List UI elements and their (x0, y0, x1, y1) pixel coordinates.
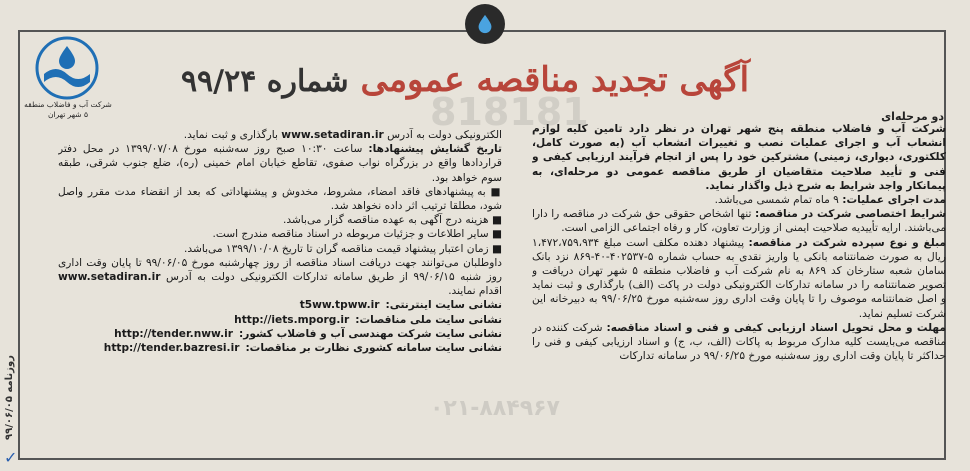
intro-text: شرکت آب و فاضلاب منطقه پنج شهر تهران در نظر دارد تامین کلیه لوازم انشعاب آب و اجرای عملیات نصب و تغییرات انشعاب آب (به صورت کامل، کلکتوری، دیواری، زمینی) مشترکین خود را پس از انجام فرآیند ارزیابی کیفی و فنی و تأیید صلاحیت متقاضیان از طریق مناقصه عمومی دو مرحله‌ای، به پیمانکار واجد شرایط به شرح ذیل واگذار نماید. (532, 123, 946, 192)
bullet-4-text: زمان اعتبار پیشنهاد قیمت مناقصه گران تا تاریخ ۱۳۹۹/۱۰/۰۸ می‌باشد. (184, 242, 489, 255)
site-label-2: نشانی سایت ملی مناقصات: (355, 313, 502, 326)
ad-title-main: آگهی تجدید مناقصه عمومی (360, 60, 750, 100)
bullet-1-text: به پیشنهادهای فاقد امضاء، مشروط، مخدوش و پیشنهاداتی که بعد از انقضاء مدت مقرر واصل شود، مطلقا ترتیب اثر داده نخواهد شد. (58, 185, 502, 213)
conditions-paragraph (532, 207, 946, 235)
bullet-3-text: سایر اطلاعات و جزئیات مربوطه در اسناد مناقصه مندرج است. (212, 228, 489, 241)
bullet-4: ■ زمان اعتبار پیشنهاد قیمت مناقصه گران تا تاریخ ۱۳۹۹/۱۰/۰۸ می‌باشد. (184, 242, 502, 255)
guarantee-text: پیشنهاد دهنده مکلف است مبلغ ۱،۴۷۲،۷۵۹،۹۳۴ ریال به صورت ضمانتنامه بانکی یا واریز نقدی به حساب شماره ۵-۴۰۲۵۳۷-۴۰-۸۶۹ نزد بانک سامان شعبه ستارخان کد ۸۶۹ به نام شرکت آب و فاضلاب منطقه ۵ شهر تهران دریافت و تصویر ضمانتنامه را در سامانه تدارکات الکترونیکی دولت در پاکت (الف) بارگذاری و ثبت نماید و اصل ضمانتنامه موصوف را تا پایان وقت اداری روز سه‌شنبه مورخ ۹۹/۰۶/۲۵ به دبیرخانه این شرکت تسلیم نماید. (532, 236, 946, 320)
watermark-number: 818181 (430, 90, 589, 134)
bullet-1: ■ به پیشنهادهای فاقد امضاء، مشروط، مخدوش و پیشنهاداتی که بعد از انقضاء مدت مقرر واصل شود، مطلقا ترتیب اثر داده نخواهد شد. (58, 185, 502, 213)
site-url-2[interactable]: http://iets.mporg.ir (234, 313, 350, 326)
deadline-label: مهلت و محل تحویل اسناد ارزیابی کیفی و فنی و اسناد مناقصه: (606, 321, 946, 334)
ad-title (170, 60, 760, 100)
bullet-2: ■ هزینه درج آگهی به عهده مناقصه گزار می‌باشد. (283, 214, 502, 227)
conditions-text: تنها اشخاص حقوقی حق شرکت در مناقصه را دارا می‌باشند. ارایه تأییدیه صلاحیت ایمنی از وزارت تعاون، کار و رفاه اجتماعی الزامی است. (532, 208, 946, 235)
intro-paragraph (532, 122, 946, 193)
watermark-phone: ۰۲۱-۸۸۴۹۶۷ (430, 396, 560, 421)
documents-paragraph (58, 256, 502, 299)
site-row-2 (58, 313, 502, 327)
site-url-3[interactable]: http://tender.nww.ir (114, 327, 234, 340)
site-label-3: نشانی سایت شرکت مهندسی آب و فاضلاب کشور: (239, 327, 502, 340)
left-text-column (58, 128, 502, 438)
site-label-1: نشانی سایت اینترنتی: (385, 299, 502, 312)
site-row-1 (58, 298, 502, 312)
opening-paragraph (58, 142, 502, 185)
ad-title-number: شماره ۹۹/۲۴ (180, 64, 349, 99)
side-date-strip (2, 180, 18, 450)
conditions-label: شرایط اختصاصی شرکت در مناقصه: (754, 208, 946, 221)
right-text-column (532, 122, 946, 452)
guarantee-paragraph (532, 236, 946, 321)
site-label-4: نشانی سایت سامانه کشوری نظارت بر مناقصات: (245, 342, 502, 355)
logo-caption: شرکت آب و فاضلاب منطقه ۵ شهر تهران (24, 100, 112, 119)
site-row-4 (58, 341, 502, 355)
duration-label: مدت اجرای عملیات: (842, 194, 946, 207)
opening-text: ساعت ۱۰:۳۰ صبح روز سه‌شنبه مورخ ۱۳۹۹/۰۷/۰۸ در محل دفتر قراردادها واقع در بزرگراه نواب صفوی، تقاطع خیابان امام خمینی (ره)، ضلع جنوب شرقی، طبقه سوم خواهد بود. (58, 143, 502, 184)
deadline-paragraph (532, 321, 946, 364)
site-url-1[interactable]: t5ww.tpww.ir (299, 299, 380, 312)
duration-paragraph (532, 193, 946, 207)
site-url-4[interactable]: http://tender.bazresi.ir (103, 342, 240, 355)
tender-type-tag: دو مرحله‌ای (881, 110, 944, 123)
documents-text: داوطلبان می‌توانند جهت دریافت اسناد مناقصه از روز چهارشنبه مورخ ۹۹/۰۶/۰۵ تا پایان وقت اداری روز شنبه ۹۹/۰۶/۱۵ از طریق سامانه تدارکات الکترونیکی دولت به آدرس (58, 256, 502, 284)
setadiran-link-2[interactable]: www.setadiran.ir (58, 271, 161, 284)
bullet-3: ■ سایر اطلاعات و جزئیات مربوطه در اسناد مناقصه مندرج است. (212, 228, 502, 241)
bullet-2-text: هزینه درج آگهی به عهده مناقصه گزار می‌باشد. (283, 214, 489, 227)
continuation-text: الکترونیکی دولت به آدرس (387, 129, 502, 141)
side-date-text: ۹۹/۰۶/۰۵ روزنامه (4, 355, 15, 440)
guarantee-label: مبلغ و نوع سپرده شرکت در مناقصه: (748, 236, 946, 249)
corner-mark-icon: ✓ (4, 448, 18, 467)
opening-label: تاریخ گشایش پیشنهادها: (368, 143, 502, 156)
documents-end: اقدام نمایند. (448, 285, 502, 298)
deadline-text: شرکت کننده در مناقصه می‌بایست کلیه مدارک مربوط به پاکات (الف، ب، ج) و اسناد ارزیابی کیفی و فنی را حداکثر تا پایان وقت اداری روز سه‌شنبه مورخ ۹۹/۰۶/۲۵ در سامانه تدارکات (532, 321, 946, 363)
continuation-paragraph (58, 128, 502, 142)
setadiran-link[interactable]: www.setadiran.ir (281, 129, 384, 141)
site-row-3 (58, 327, 502, 341)
water-drop-icon (465, 4, 505, 44)
continuation-end: بارگذاری و ثبت نماید. (183, 129, 278, 141)
duration-text: ۹ ماه تمام شمسی می‌باشد. (714, 194, 839, 207)
